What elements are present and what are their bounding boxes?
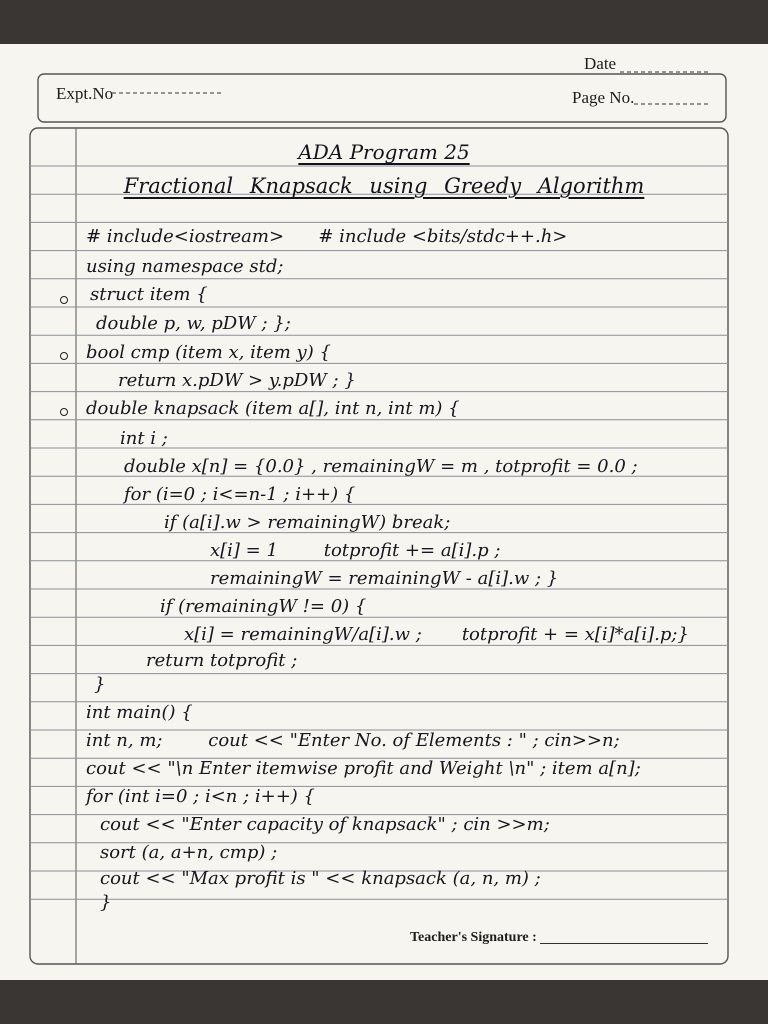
code-line: using namespace std; bbox=[86, 256, 284, 277]
code-line: } bbox=[94, 674, 106, 695]
code-line: cout << "Max profit is " << knapsack (a, n, m) ; bbox=[100, 868, 541, 889]
code-line: double x[n] = {0.0} , remainingW = m , totprofit = 0.0 ; bbox=[124, 456, 638, 477]
margin-bullet bbox=[60, 408, 68, 416]
expt-no-label: Expt.No bbox=[56, 84, 114, 103]
code-line: double p, w, pDW ; }; bbox=[96, 313, 291, 334]
code-line: double knapsack (item a[], int n, int m) { bbox=[86, 398, 460, 419]
code-line: if (a[i].w > remainingW) break; bbox=[164, 512, 451, 533]
code-line: # include<iostream> # include <bits/stdc++.h> bbox=[86, 226, 568, 247]
code-line: remainingW = remainingW - a[i].w ; } bbox=[210, 568, 559, 589]
code-line: struct item { bbox=[90, 284, 208, 305]
code-line: sort (a, a+n, cmp) ; bbox=[100, 842, 278, 863]
code-line: bool cmp (item x, item y) { bbox=[86, 342, 331, 363]
margin-bullet bbox=[60, 352, 68, 360]
code-line: x[i] = remainingW/a[i].w ; totprofit + = x[i]*a[i].p;} bbox=[184, 624, 689, 645]
code-line: if (remainingW != 0) { bbox=[160, 596, 367, 617]
code-line: x[i] = 1 totprofit += a[i].p ; bbox=[210, 540, 501, 561]
code-line: int main() { bbox=[86, 702, 193, 723]
program-subtitle: Fractional Knapsack using Greedy Algorithm bbox=[123, 174, 645, 198]
code-line: cout << "Enter capacity of knapsack" ; cin >>m; bbox=[100, 814, 550, 835]
margin-bullet bbox=[60, 296, 68, 304]
code-line: cout << "\n Enter itemwise profit and Weight \n" ; item a[n]; bbox=[86, 758, 641, 779]
code-line: for (int i=0 ; i<n ; i++) { bbox=[86, 786, 316, 807]
code-line: int i ; bbox=[120, 428, 168, 449]
code-line: } bbox=[100, 892, 112, 913]
code-line: int n, m; cout << "Enter No. of Elements : " ; cin>>n; bbox=[86, 730, 620, 751]
code-line: return x.pDW > y.pDW ; } bbox=[118, 370, 356, 391]
page-no-label: Page No. bbox=[572, 88, 635, 107]
signature-line bbox=[540, 943, 708, 944]
teacher-signature-label: Teacher's Signature : bbox=[410, 930, 537, 945]
program-title: ADA Program 25 bbox=[298, 140, 470, 164]
code-line: for (i=0 ; i<=n-1 ; i++) { bbox=[124, 484, 356, 505]
date-label: Date bbox=[584, 54, 617, 73]
code-line: return totprofit ; bbox=[146, 650, 298, 671]
